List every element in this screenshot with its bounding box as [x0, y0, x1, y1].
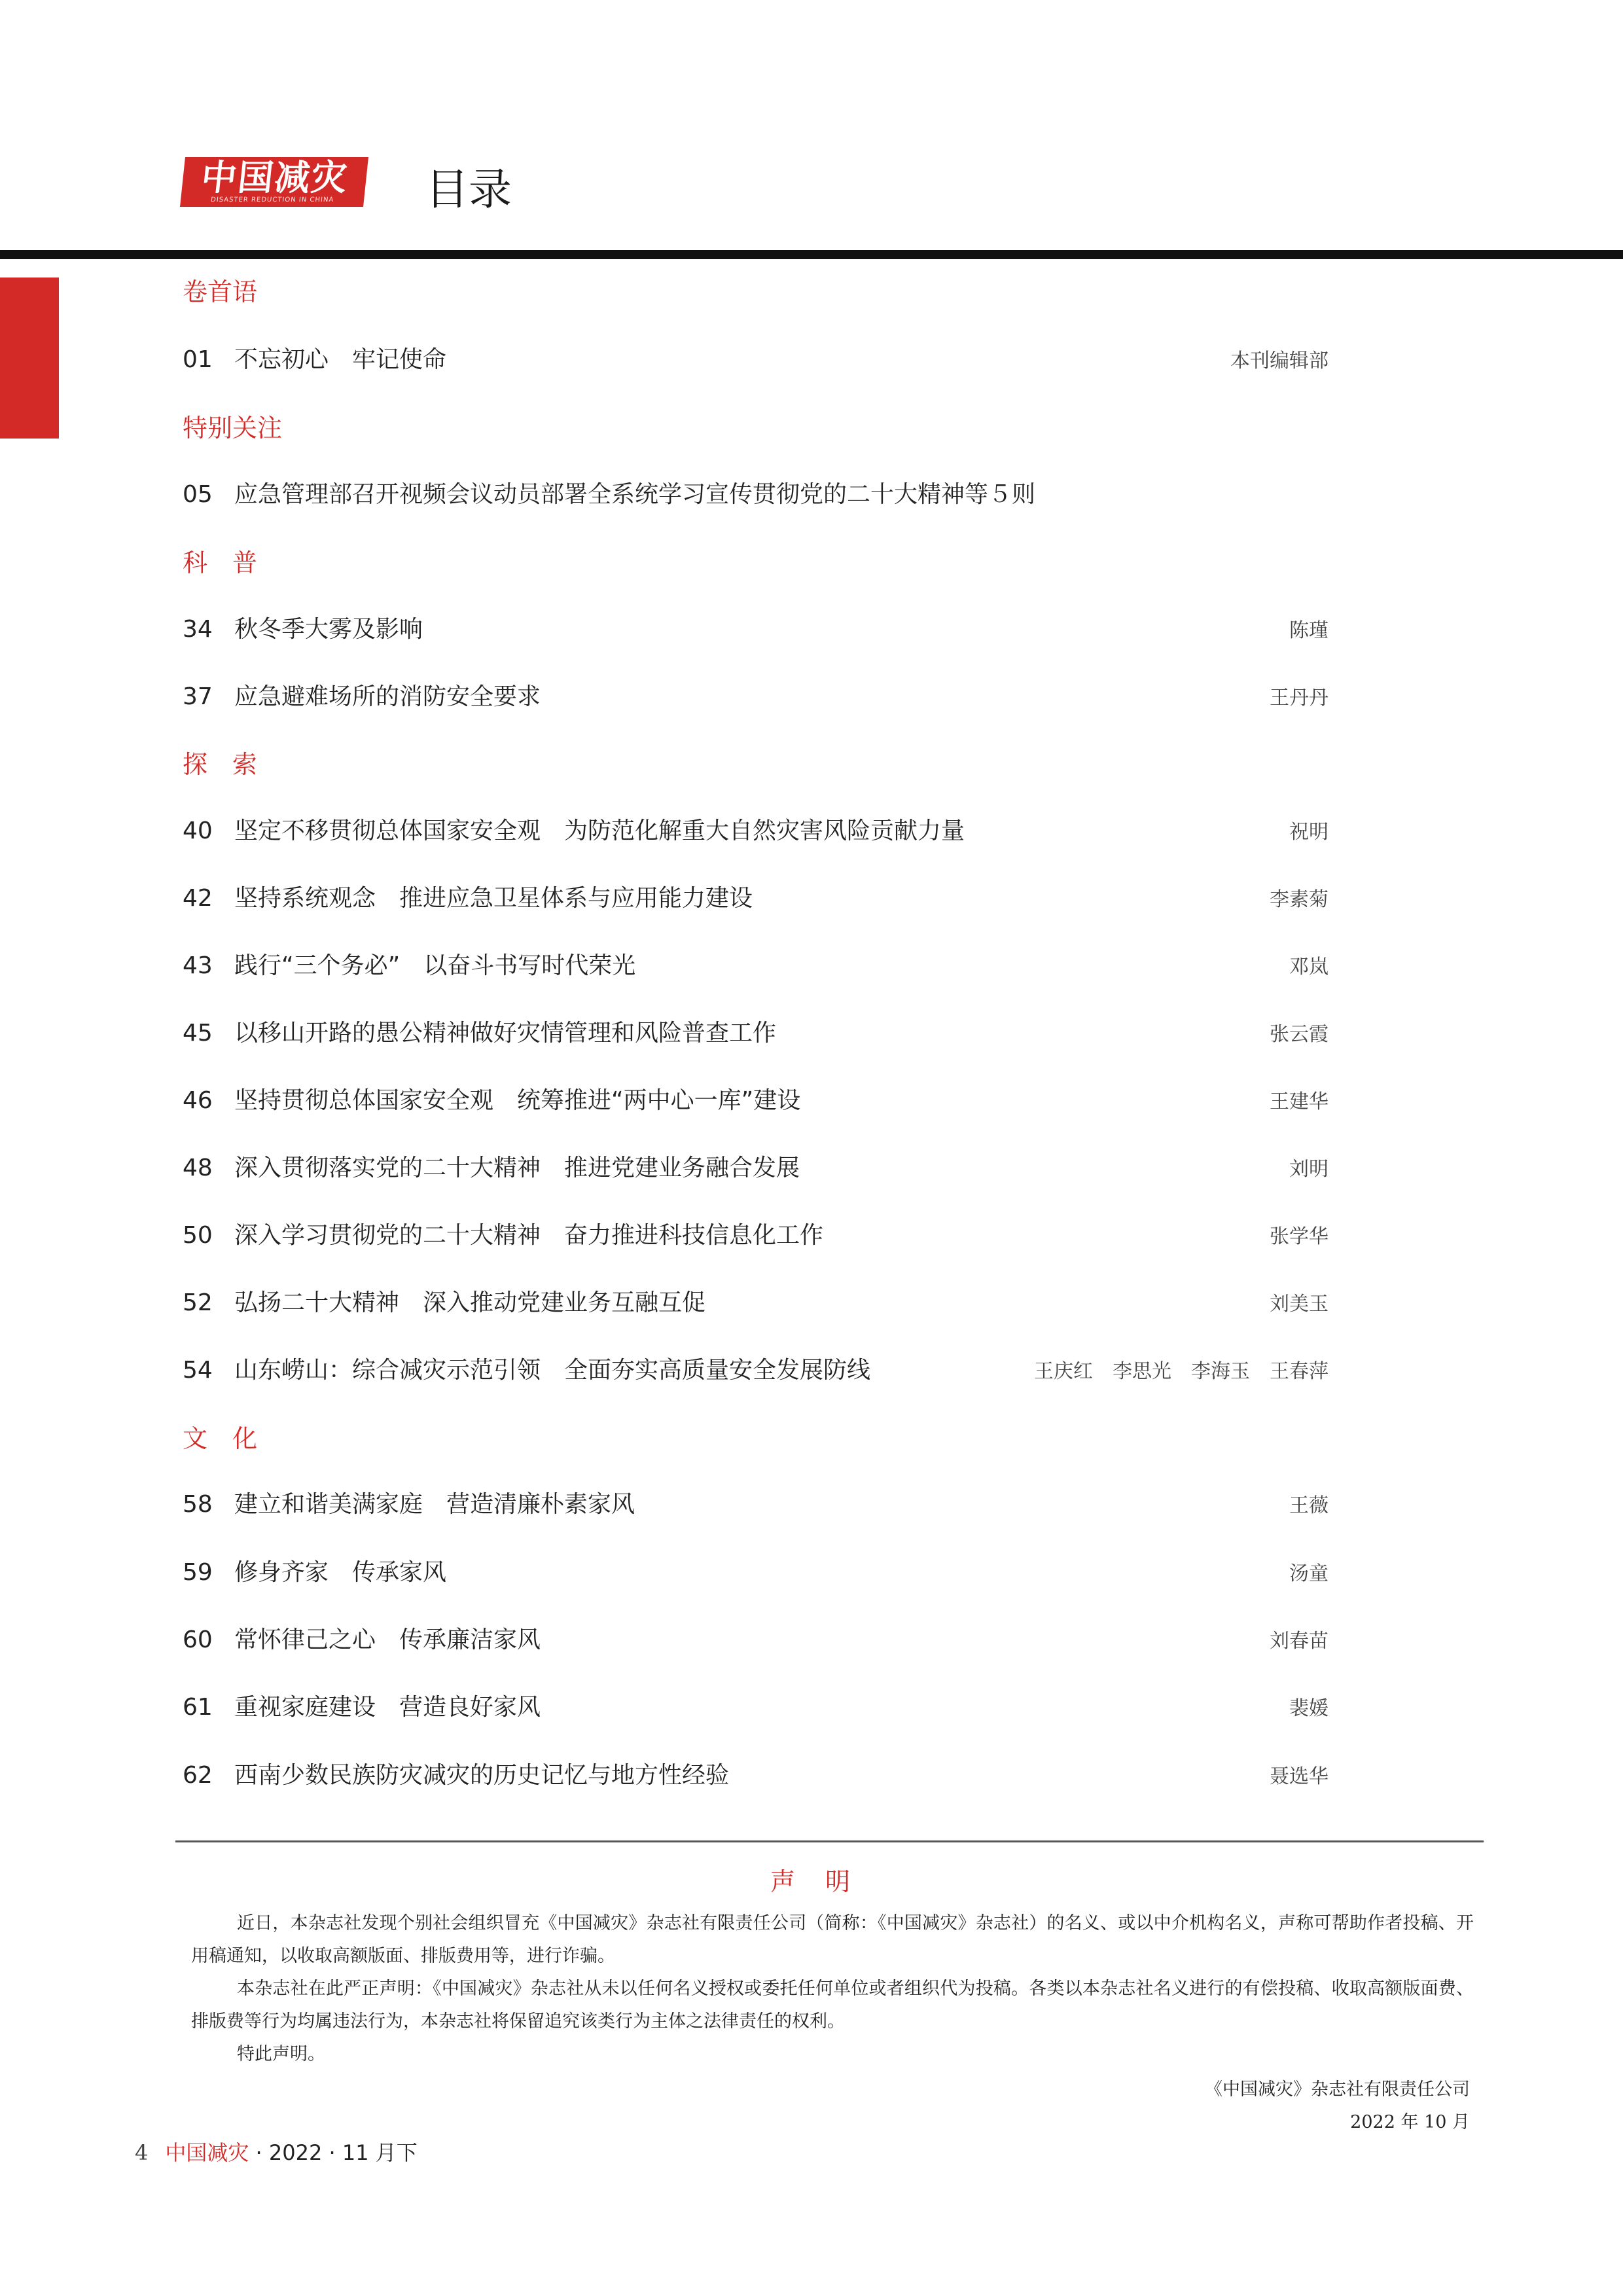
declaration-paragraph: 本杂志社在此严正声明：《中国减灾》杂志社从未以任何名义授权或委托任何单位或者组织代为投稿。各类以本杂志社名义进行的有偿投稿、收取高额版面费、排版费等行为均属违法行为，本杂志社将保留追究该类行为主体之法律责任的权利。 — [191, 1979, 1474, 2032]
entry-title: 常怀律己之心 传承廉洁家风 — [234, 1626, 541, 1653]
section-title: 特别关注 — [183, 414, 283, 442]
entry-page-number: 05 — [183, 481, 213, 508]
logo-subtext: DISASTER REDUCTION IN CHINA — [210, 196, 334, 204]
toc-entry[interactable] — [0, 884, 1329, 914]
entry-page-number: 54 — [183, 1357, 213, 1384]
entry-page-number: 59 — [183, 1559, 213, 1586]
entry-author: 张学华 — [1270, 1225, 1329, 1248]
entry-page-number: 45 — [183, 1020, 213, 1047]
entry-title: 深入学习贯彻党的二十大精神 奋力推进科技信息化工作 — [234, 1222, 824, 1249]
entry-page-number: 37 — [183, 683, 213, 710]
entry-page-number: 62 — [183, 1762, 213, 1789]
entry-page-number: 34 — [183, 616, 213, 643]
entry-title: 重视家庭建设 营造良好家风 — [234, 1694, 541, 1721]
entry-author: 裴媛 — [1289, 1697, 1329, 1720]
toc-entry[interactable] — [0, 682, 1329, 712]
entry-page-number: 58 — [183, 1491, 213, 1518]
entry-page-number: 60 — [183, 1626, 213, 1653]
section-title: 科 普 — [183, 548, 258, 577]
entry-author: 陈瑾 — [1289, 619, 1329, 642]
entry-author: 刘美玉 — [1270, 1293, 1329, 1316]
entry-title: 建立和谐美满家庭 营造清廉朴素家风 — [234, 1491, 635, 1518]
entry-author: 王建华 — [1270, 1090, 1329, 1113]
entry-author: 王薇 — [1289, 1494, 1329, 1517]
toc-entry[interactable] — [0, 816, 1329, 846]
entry-author: 刘春苗 — [1270, 1630, 1329, 1653]
entry-title: 坚持贯彻总体国家安全观 统筹推进“两中心一库”建设 — [234, 1087, 801, 1114]
entry-title: 修身齐家 传承家风 — [234, 1559, 447, 1586]
declaration-body — [191, 1907, 1474, 2071]
entry-page-number: 42 — [183, 885, 213, 912]
entry-author: 王丹丹 — [1270, 687, 1329, 709]
toc-entry[interactable] — [0, 615, 1329, 645]
entry-page-number: 48 — [183, 1155, 213, 1181]
entry-author: 刘明 — [1289, 1158, 1329, 1181]
entry-page-number: 40 — [183, 817, 213, 844]
entry-page-number: 52 — [183, 1289, 213, 1316]
toc-entry[interactable] — [0, 345, 1329, 375]
entry-author: 祝明 — [1289, 821, 1329, 844]
declaration-divider — [175, 1840, 1484, 1842]
toc-entry[interactable] — [0, 1558, 1329, 1588]
entry-author: 本刊编辑部 — [1230, 350, 1329, 372]
toc-entry[interactable] — [0, 1153, 1329, 1183]
entry-title: 秋冬季大雾及影响 — [234, 616, 423, 643]
section-title: 卷首语 — [183, 278, 258, 306]
toc-entry[interactable] — [0, 1625, 1329, 1655]
page-title: 目录 — [425, 164, 512, 215]
toc-entry[interactable] — [0, 1693, 1329, 1723]
declaration-paragraph: 近日，本杂志社发现个别社会组织冒充《中国减灾》杂志社有限责任公司（简称：《中国减灾》杂志社）的名义、或以中介机构名义，声称可帮助作者投稿、开用稿通知，以收取高额版面、排版费用等，进行诈骗。 — [191, 1913, 1474, 1966]
entry-page-number: 46 — [183, 1087, 213, 1114]
entry-title: 以移山开路的愚公精神做好灾情管理和风险普查工作 — [234, 1020, 777, 1047]
page-number: 4 — [135, 2140, 149, 2165]
toc-entry[interactable] — [0, 1288, 1329, 1318]
declaration-signature: 《中国减灾》杂志社有限责任公司 — [1205, 2079, 1470, 2100]
toc-entry[interactable] — [0, 1761, 1329, 1791]
entry-title: 不忘初心 牢记使命 — [234, 346, 447, 373]
entry-title: 践行“三个务必” 以奋斗书写时代荣光 — [234, 952, 636, 979]
toc-entry[interactable] — [0, 480, 1329, 510]
toc-entry[interactable] — [0, 1490, 1329, 1520]
entry-page-number: 61 — [183, 1694, 213, 1721]
toc-entry[interactable] — [0, 1221, 1329, 1251]
magazine-logo — [180, 157, 368, 207]
entry-page-number: 43 — [183, 952, 213, 979]
entry-page-number: 50 — [183, 1222, 213, 1249]
entry-title: 弘扬二十大精神 深入推动党建业务互融互促 — [234, 1289, 706, 1316]
declaration-paragraph: 特此声明。 — [237, 2044, 325, 2064]
entry-title: 深入贯彻落实党的二十大精神 推进党建业务融合发展 — [234, 1155, 800, 1181]
toc-entry[interactable] — [0, 1355, 1329, 1386]
footer-issue: · 2022 · 11 月下 — [249, 2140, 418, 2165]
entry-title: 坚持系统观念 推进应急卫星体系与应用能力建设 — [234, 885, 753, 912]
header-divider — [0, 250, 1623, 259]
logo-text: 中国减灾 — [199, 157, 350, 198]
entry-title: 坚定不移贯彻总体国家安全观 为防范化解重大自然灾害风险贡献力量 — [234, 817, 965, 844]
entry-title: 应急管理部召开视频会议动员部署全系统学习宣传贯彻党的二十大精神等５则 — [234, 481, 1036, 508]
declaration-date: 2022 年 10 月 — [1350, 2112, 1470, 2132]
section-title: 探 索 — [183, 750, 258, 779]
toc-entry[interactable] — [0, 1018, 1329, 1049]
page-footer — [135, 2136, 418, 2166]
declaration-title: 声 明 — [770, 1867, 853, 1896]
entry-author: 聂选华 — [1270, 1765, 1329, 1788]
entry-title: 山东崂山：综合减灾示范引领 全面夯实高质量安全发展防线 — [234, 1357, 871, 1384]
toc-entry[interactable] — [0, 1086, 1329, 1116]
toc-entry[interactable] — [0, 951, 1329, 981]
entry-page-number: 01 — [183, 346, 213, 373]
entry-author: 张云霞 — [1270, 1023, 1329, 1046]
entry-author: 李素菊 — [1270, 888, 1329, 911]
entry-author: 汤童 — [1289, 1562, 1329, 1585]
entry-author: 王庆红 李思光 李海玉 王春萍 — [1034, 1360, 1329, 1383]
entry-author: 邓岚 — [1289, 956, 1329, 978]
footer-magazine-name: 中国减灾 — [165, 2140, 249, 2165]
entry-title: 西南少数民族防灾减灾的历史记忆与地方性经验 — [234, 1762, 730, 1789]
entry-title: 应急避难场所的消防安全要求 — [234, 683, 541, 710]
section-title: 文 化 — [183, 1424, 258, 1453]
